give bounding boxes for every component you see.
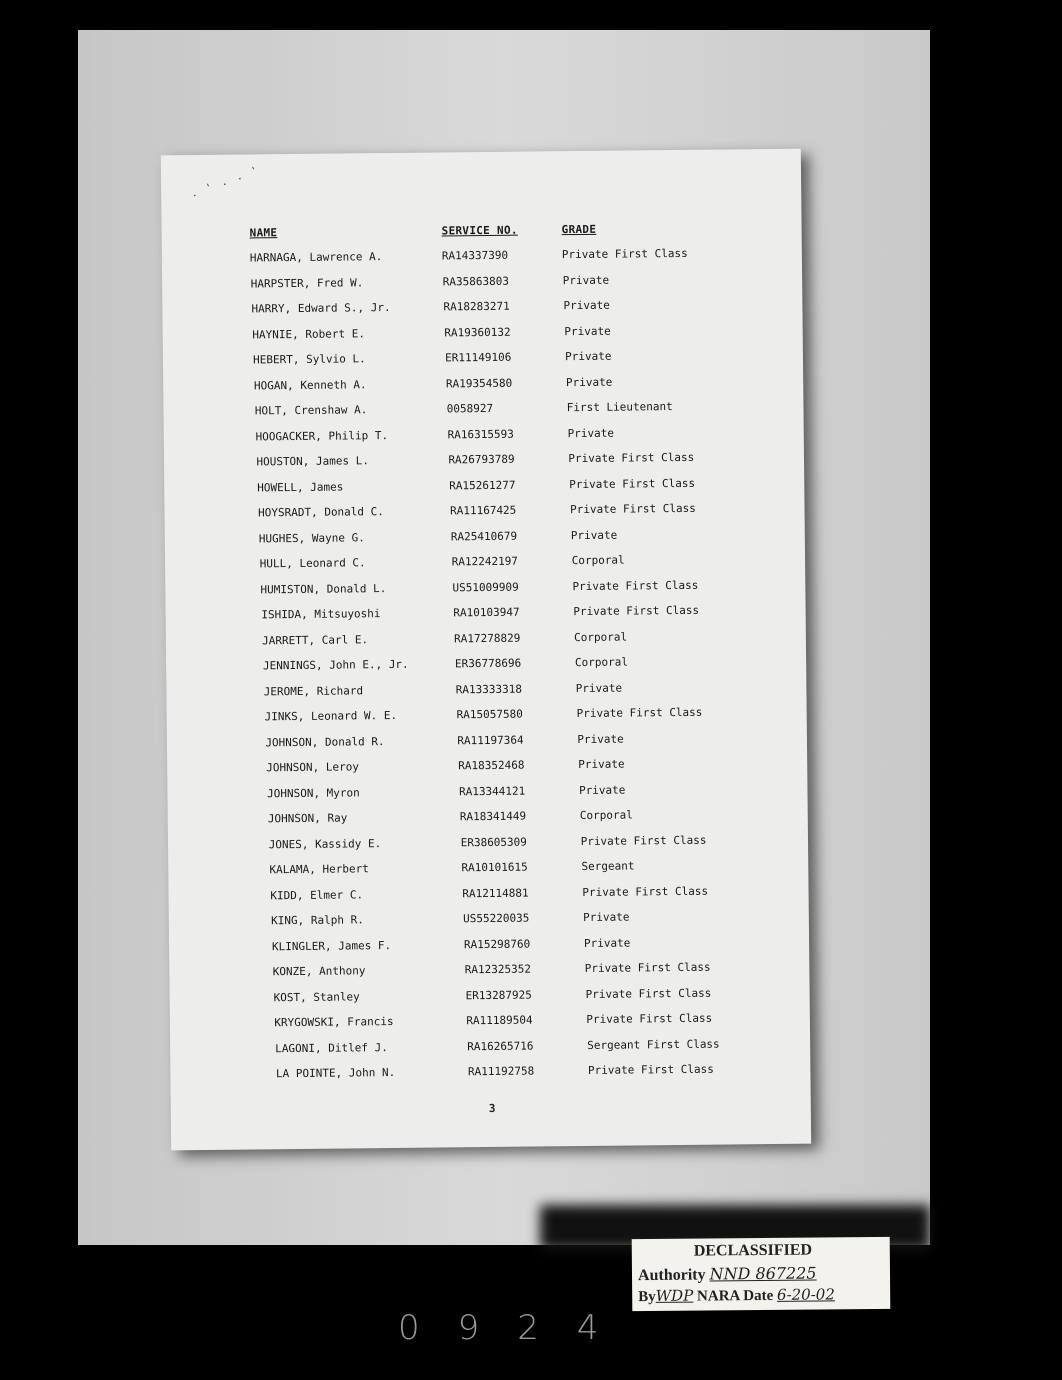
stamp-authority-label: Authority [637,1266,706,1285]
stamp-by-value: WDP [655,1286,694,1305]
declassified-stamp [632,1237,891,1311]
cell-service-no: RA26793789 [448,452,515,467]
cell-service-no: RA18352468 [458,758,525,773]
cell-name: HOOGACKER, Philip T. [255,428,389,443]
cell-service-no: RA15261277 [449,478,516,492]
cell-service-no: RA17278829 [454,631,521,645]
cell-name: JEROME, Richard [263,683,364,698]
cell-grade: Corporal [574,655,628,670]
cell-grade: Private [567,426,615,440]
cell-name: HARNAGA, Lawrence A. [249,250,383,265]
cell-service-no: RA12114881 [462,886,529,900]
cell-name: HOGAN, Kenneth A. [253,377,367,392]
cell-grade: Private First Class [580,833,707,848]
cell-service-no: ER36778696 [454,656,522,671]
cell-name: LAGONI, Ditlef J. [275,1040,388,1055]
cell-name: HARRY, Edward S., Jr. [251,300,391,316]
cell-service-no: ER11149106 [445,350,512,365]
cell-name: JENNINGS, John E., Jr. [262,657,409,673]
header-service-no: SERVICE NO. [441,223,518,238]
cell-service-no: RA13333318 [455,682,523,696]
cell-grade: Private First Class [569,501,696,517]
stamp-by-date [638,1285,835,1306]
cell-grade: Private First Class [569,476,696,491]
cell-name: KING, Ralph R. [271,913,364,928]
cell-service-no: RA18341449 [459,809,527,824]
cell-grade: Private First Class [585,986,712,1001]
cell-name: JOHNSON, Myron [266,785,360,800]
cell-grade: Corporal [574,630,628,644]
cell-name: KLINGLER, James F. [271,938,392,953]
cell-service-no: RA19354580 [445,376,513,390]
cell-service-no: RA15057580 [456,707,523,722]
cell-grade: Private First Class [584,960,711,975]
cell-grade: Private First Class [561,246,688,262]
cell-name: JARRETT, Carl E. [262,632,369,647]
cell-name: HUMISTON, Donald L. [260,581,387,596]
cell-grade: Corporal [571,553,625,568]
cell-name: JONES, Kassidy E. [268,836,382,851]
cell-service-no: ER38605309 [460,835,527,849]
cell-name: KALAMA, Herbert [269,862,369,877]
cell-name: JINKS, Leonard W. E. [264,708,398,724]
cell-service-no: RA15298760 [463,937,531,951]
cell-grade: Private First Class [586,1011,713,1026]
cell-grade: Sergeant [581,859,635,874]
cell-service-no: 0058927 [446,401,494,416]
cell-service-no: RA18283271 [443,299,510,314]
cell-grade: Private [575,681,623,695]
cell-name: HOUSTON, James L. [256,454,370,469]
cell-name: HULL, Leonard C. [259,556,366,571]
cell-name: HOLT, Crenshaw A. [254,403,368,418]
stamp-nara-date-value: 6-20-02 [776,1285,835,1304]
cell-service-no: ER13287925 [465,988,532,1002]
cell-name: JOHNSON, Ray [267,811,348,826]
cell-service-no: RA11197364 [457,733,524,747]
cell-name: KRYGOWSKI, Francis [274,1014,394,1030]
cell-name: ISHIDA, Mitsuyoshi [261,607,381,622]
cell-service-no: RA16265716 [467,1039,534,1053]
cell-name: HOWELL, James [257,479,344,494]
page-number: 3 [488,1101,496,1115]
cell-grade: Private [563,298,610,313]
stamp-authority [638,1264,817,1286]
cell-grade: Private First Class [587,1062,714,1077]
cell-name: HOYSRADT, Donald C. [257,505,384,520]
cell-grade: Private First Class [582,884,709,899]
cell-grade: Sergeant First Class [587,1037,720,1052]
cell-name: LA POINTE, John N. [275,1065,396,1081]
cell-service-no: US51009909 [452,580,519,594]
cell-grade: First Lieutenant [566,400,673,415]
typed-roster-page [161,149,811,1151]
cell-service-no: RA14337390 [441,248,509,263]
roster-table [250,246,799,1093]
microfilm-frame-number: 0924 [398,1308,637,1348]
cell-grade: Private [577,732,624,746]
cell-grade: Private [562,273,610,287]
cell-service-no: RA16315593 [447,427,514,441]
cell-grade: Private [578,783,626,797]
cell-service-no: RA11167425 [449,503,517,518]
cell-grade: Private [564,324,611,338]
page-specks: . ' . . ' [189,164,261,201]
cell-service-no: RA12242197 [451,554,518,569]
cell-grade: Private [565,375,613,389]
cell-name: KIDD, Elmer C. [270,887,364,902]
stamp-nara-date-label: NARA Date [696,1287,774,1305]
cell-name: HAYNIE, Robert E. [252,326,365,341]
cell-grade: Private [583,910,630,924]
cell-service-no: RA19360132 [444,325,511,339]
cell-service-no: RA13344121 [458,784,526,798]
cell-grade: Private [570,528,618,542]
cell-grade: Private [578,757,625,772]
cell-service-no: US55220035 [463,911,530,926]
cell-grade: Private [583,936,631,950]
cell-service-no: RA11192758 [467,1064,535,1079]
cell-service-no: RA10103947 [453,605,520,620]
cell-service-no: RA12325352 [464,962,532,977]
stamp-title: DECLASSIFIED [693,1241,813,1260]
stamp-authority-value: NND 867225 [709,1263,817,1284]
cell-service-no: RA10101615 [461,860,528,875]
table-row [276,1062,816,1093]
stamp-by-label: By [638,1288,656,1306]
cell-service-no: RA11189504 [466,1013,533,1028]
cell-name: HARPSTER, Fred W. [250,275,364,290]
cell-grade: Private First Class [573,603,700,619]
cell-name: JOHNSON, Leroy [266,760,360,775]
cell-name: KONZE, Anthony [272,964,366,979]
cell-name: HUGHES, Wayne G. [258,530,365,545]
cell-grade: Private First Class [568,450,695,466]
header-grade: GRADE [561,222,597,237]
cell-grade: Private [565,349,612,364]
cell-name: JOHNSON, Donald R. [265,734,385,749]
cell-service-no: RA35863803 [442,274,509,288]
header-name: NAME [249,226,278,240]
cell-service-no: RA25410679 [450,529,518,543]
cell-name: KOST, Stanley [273,989,360,1004]
cell-grade: Private First Class [572,578,699,593]
cell-grade: Private First Class [576,705,703,721]
cell-name: HEBERT, Sylvio L. [253,352,366,367]
cell-grade: Corporal [579,808,633,823]
